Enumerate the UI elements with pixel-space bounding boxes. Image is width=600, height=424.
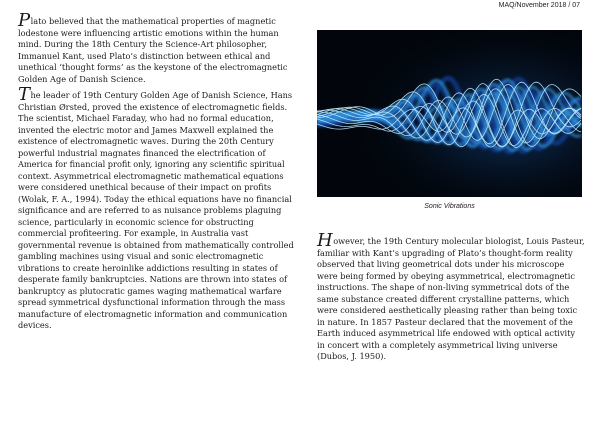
paragraph-plato <box>18 10 294 85</box>
drop-cap: H <box>317 230 333 251</box>
wave-illustration <box>317 30 582 197</box>
paragraph-text: he leader of 19th Century Golden Age of Danish Science, Hans Christian Ørsted, proved the existence of electromagnetic fields. The scientist, Michael Faraday, who had no formal education, invented the electric motor and James Maxwell explained the existence of electromagnetic waves. During the 20th Century powerful industrial magnates financed the electrification of America for financial profit only, ignoring any scientific spiritual context. Asymmetrical electromagnetic mathematical equations were considered unethical because of their impact on profits (Wolak, F. A., 1994). Today the ethical equations have no financial significance and are referred to as nuisance problems plaguing science, particularly in economic science for obstructing commercial profiteering. For example, in Australia vast governmental revenue is obtained from mathematically controlled gambling machines using visual and sonic electromagnetic vibrations to create heroinlike addictions resulting in states of desperate family bankruptcies. Nations are thrown into states of bankruptcy as plutocratic games waging mathematical warfare spread symmetrical dysfunctional information through the mass manufacture of electromagnetic information and communication devices. <box>18 90 294 330</box>
figure-caption: Sonic Vibrations <box>424 203 475 210</box>
drop-cap: P <box>18 10 31 31</box>
paragraph-orsted <box>18 84 294 332</box>
sonic-vibrations-image <box>317 30 582 197</box>
right-column <box>317 230 585 368</box>
left-column <box>18 10 294 337</box>
paragraph-pasteur <box>317 230 585 363</box>
drop-cap: T <box>18 84 31 105</box>
issue-header: MAQ/November 2018 / 07 <box>498 2 580 9</box>
paragraph-text: lato believed that the mathematical properties of magnetic lodestone were influencing artistic emotions within the human mind. During the 18th Century the Science-Art philosopher, Immanuel Kant, used Plato’s distinction between ethical and unethical ‘thought forms’ as the keystone of the electromagnetic Golden Age of Danish Science. <box>18 16 288 84</box>
paragraph-text: owever, the 19th Century molecular biologist, Louis Pasteur, familiar with Kant’s upgrading of Plato’s thought-form reality observed that living geometrical dots under his microscope were being formed by obeying asymmetrical, electromagnetic instructions. The shape of non-living symmetrical dots of the same substance created different crystalline patterns, which were considered aesthetically pleasing rather than being toxic in nature. In 1857 Pasteur declared that the movement of the Earth induced asymmetrical life endowed with optical activity in concert with a completely asymmetrical living universe (Dubos, J. 1950). <box>317 236 585 361</box>
